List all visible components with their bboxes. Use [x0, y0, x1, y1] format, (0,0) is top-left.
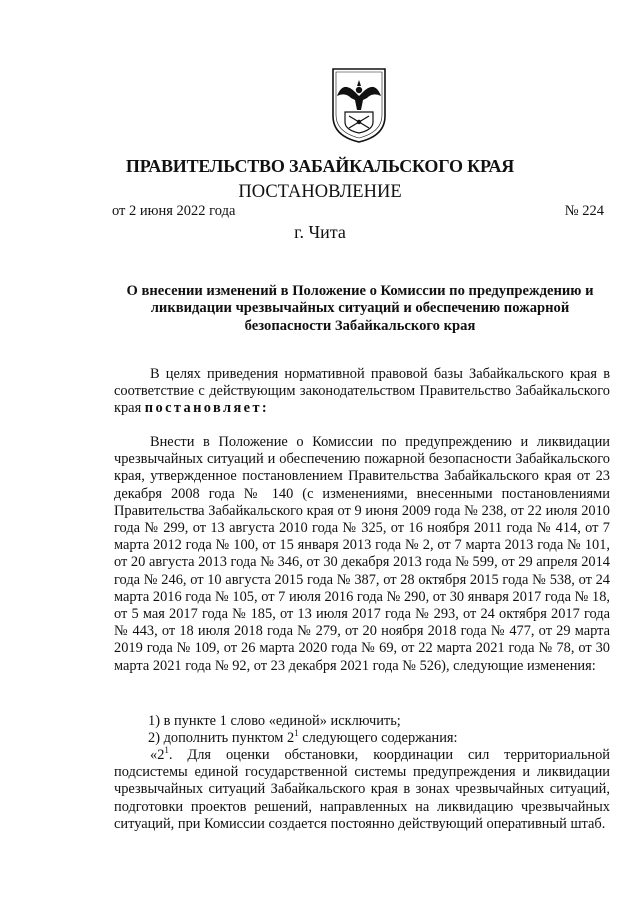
new-point-number: «2: [150, 747, 165, 763]
coat-of-arms-emblem: [329, 66, 389, 144]
item-2-text: 2) дополнить пунктом 2: [148, 730, 295, 746]
document-number: № 224: [564, 203, 604, 219]
item-2-suffix: следующего содержания:: [298, 730, 458, 746]
document-type: ПОСТАНОВЛЕНИЕ: [238, 182, 402, 202]
amendment-item-2: [148, 730, 458, 747]
main-paragraph: [114, 434, 610, 675]
new-point-text: . Для оценки обстановки, координации сил территориальной подсистемы единой государственной системы предупреждения и ликвидации чрезвычайных ситуаций Забайкальского края в зонах чрезвычайных ситуаций, подготовки проектов решений, направленных на ликвидацию чрезвычайных ситуаций, при Комиссии создается постоянно действующий оперативный штаб.: [114, 747, 610, 832]
main-text: Внести в Положение о Комиссии по предупреждению и ликвидации чрезвычайных ситуаций и обеспечению пожарной безопасности Забайкальского края, утвержденное постановлением Правительства Забайкальского края от 23 декабря 2008 года № 140 (с изменениями, внесенными постановлениями Правительства Забайкальского края от 9 июня 2009 года № 238, от 22 июля 2010 года № 299, от 13 августа 2010 года № 325, от 16 ноября 2011 года № 414, от 7 марта 2012 года № 100, от 15 января 2013 года № 2, от 7 марта 2013 года № 101, от 20 августа 2013 года № 346, от 30 декабря 2013 года № 599, от 29 апреля 2014 года № 246, от 10 августа 2015 года № 387, от 28 октября 2015 года № 538, от 24 марта 2016 года № 105, от 7 июля 2016 года № 290, от 30 января 2017 года № 18, от 5 мая 2017 года № 185, от 13 июля 2017 года № 293, от 24 октября 2017 года № 443, от 18 июля 2018 года № 279, от 20 ноября 2018 года № 477, от 29 марта 2019 года № 109, от 26 марта 2020 года № 69, от 22 марта 2021 года № 78, от 30 марта 2021 года № 92, от 23 декабря 2021 года № 526), следующие изменения:: [114, 434, 610, 674]
amendment-item-1: 1) в пункте 1 слово «единой» исключить;: [148, 713, 401, 729]
city-name: г. Чита: [294, 222, 346, 242]
item-2-superscript: 1: [294, 728, 299, 739]
document-date: от 2 июня 2022 года: [112, 203, 236, 219]
new-point-superscript: 1: [164, 745, 169, 756]
government-name: ПРАВИТЕЛЬСТВО ЗАБАЙКАЛЬСКОГО КРАЯ: [125, 156, 515, 176]
preamble-paragraph: [114, 366, 610, 418]
preamble-verb: постановляет:: [144, 400, 270, 417]
new-point-paragraph: [114, 747, 610, 833]
document-title: О внесении изменений в Положение о Комиссии по предупреждению и ликвидации чрезвычайных ситуаций и обеспечению пожарной безопасности Забайкальского края: [126, 283, 594, 334]
preamble-text: В целях приведения нормативной правовой базы Забайкальского края в соответствие с действующим законодательством Правительство Забайкальского края: [114, 366, 610, 417]
